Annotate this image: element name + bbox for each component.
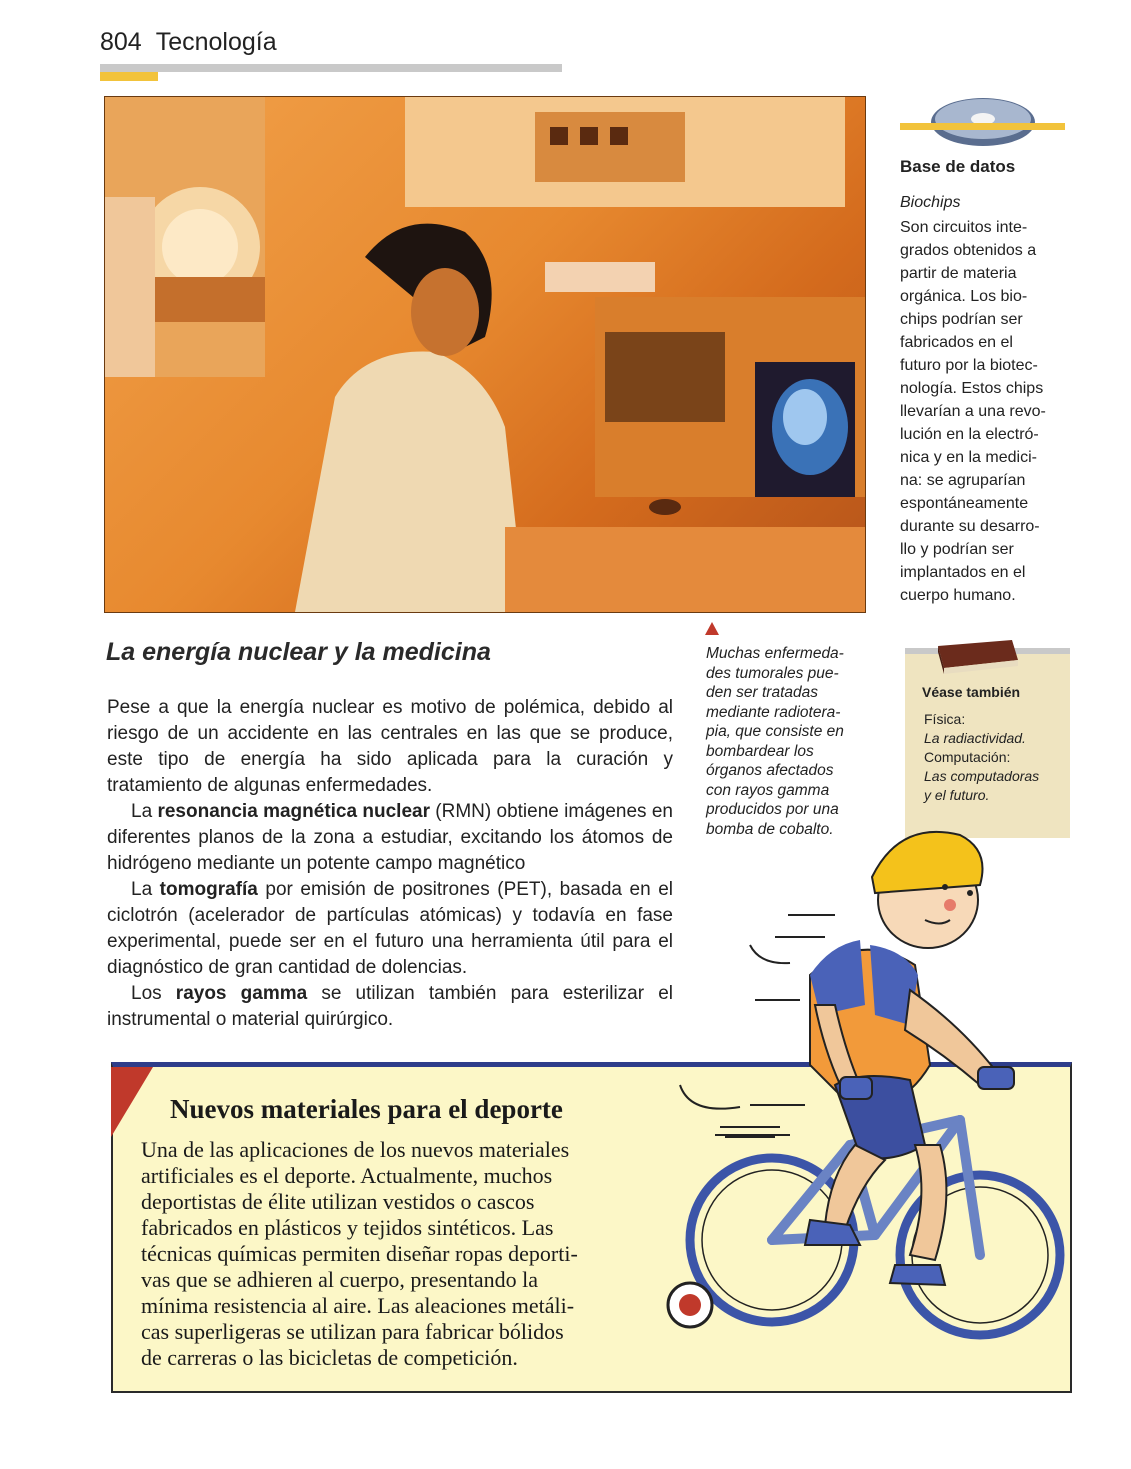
sports-line: Una de las aplicaciones de los nuevos materiales (141, 1137, 570, 1162)
database-line: lución en la electró- (900, 426, 1039, 443)
database-line: implantados en el (900, 564, 1026, 581)
database-subtitle: Biochips (900, 194, 961, 211)
sports-corner-accent (111, 1067, 153, 1137)
caption-triangle-icon (705, 622, 719, 635)
mri-control-room-photo (104, 96, 866, 613)
database-line: durante su desarro- (900, 518, 1040, 535)
photo-illustration (105, 97, 865, 612)
book-icon (932, 636, 1022, 676)
caption-line: producidos por una (706, 801, 839, 818)
see-also-subject: Física: (924, 711, 966, 727)
database-line: fabricados en el (900, 334, 1013, 351)
database-line: llevarían a una revo- (900, 403, 1046, 420)
caption-line: Muchas enfermeda- (706, 645, 844, 662)
caption-line: órganos afectados (706, 762, 834, 779)
caption-line: mediante radiotera- (706, 703, 841, 721)
sports-line: mínima resistencia al aire. Las aleaciones metáli- (141, 1293, 575, 1318)
database-rule (900, 123, 1065, 130)
database-title: Base de datos (900, 157, 1016, 176)
term-tomografia: tomografía (159, 879, 258, 900)
caption-line: pia, que consiste en (706, 723, 844, 740)
sports-line: artificiales es el deporte. Actualmente, muchos (141, 1163, 553, 1188)
caption-line: con rayos gamma (706, 781, 830, 799)
page-number: 804 (100, 28, 142, 56)
database-line: na: se agruparían (900, 472, 1026, 489)
sports-line: deportistas de élite utilizan vestidos o cascos (141, 1189, 535, 1214)
term-rmn: resonancia magnética nuclear (157, 801, 430, 822)
caption-line: bombardear los (706, 742, 814, 760)
database-line: llo y podrían ser (900, 541, 1014, 558)
see-also-subject: Computación: (924, 749, 1011, 765)
see-also-body (924, 710, 1064, 805)
sports-line: vas que se adhieren al cuerpo, presentando la (141, 1267, 539, 1292)
caption-line: den ser tratadas (706, 684, 819, 701)
sports-line: fabricados en plásticos y tejidos sintéticos. Las (141, 1215, 554, 1240)
caption-line: des tumorales pue- (706, 664, 839, 682)
see-also-topic: Las computadoras (924, 768, 1040, 784)
database-body (900, 216, 1070, 607)
sports-title: Nuevos materiales para el deporte (170, 1094, 563, 1124)
article-paragraph: Pese a que la energía nuclear es motivo de polémica, debido al riesgo de un accidente en las centrales en las que se produce, este tipo de energía ha sido aplicada para la curación y tratamiento de algunas enfermedades. (107, 697, 673, 796)
database-line: chips podrían ser (900, 311, 1023, 328)
article-paragraph: La tomografía por emisión de positrones (PET), basada en el ciclotrón (acelerador de partículas atómicas) y todavía en fase experimental, puede ser en el futuro una herramienta útil para el diagnóstico de gran cantidad de dolencias. (107, 879, 673, 978)
photo-caption (706, 644, 876, 839)
sports-body (141, 1137, 631, 1371)
header-rule (100, 64, 562, 72)
sports-line: técnicas químicas permiten diseñar ropas deporti- (141, 1241, 578, 1266)
article-title: La energía nuclear y la medicina (106, 638, 491, 666)
database-line: futuro por la biotec- (900, 357, 1038, 374)
sports-line: cas superligeras se utilizan para fabricar bólidos (141, 1319, 564, 1344)
database-line: cuerpo humano. (900, 587, 1016, 604)
header-accent (100, 72, 158, 81)
database-line: Son circuitos inte- (900, 219, 1028, 236)
see-also-topic: y el futuro. (924, 787, 990, 803)
database-line: partir de materia (900, 265, 1017, 282)
database-line: nica y en la medici- (900, 449, 1037, 466)
term-rayos-gamma: rayos gamma (175, 983, 308, 1004)
see-also-title: Véase también (922, 684, 1021, 700)
article-paragraph: La resonancia magnética nuclear (RMN) obtiene imágenes en diferentes planos de la zona a estudiar, excitando los átomos de hidrógeno mediante un potente campo magnético (107, 801, 673, 874)
database-line: grados obtenidos a (900, 242, 1037, 259)
see-also-topic: La radiactividad. (924, 730, 1026, 746)
section-title: Tecnología (155, 28, 277, 56)
database-line: orgánica. Los bio- (900, 288, 1028, 305)
article-paragraph: Los rayos gamma se utilizan también para esterilizar el instrumental o material quirúrgico. (107, 983, 674, 1030)
database-line: nología. Estos chips (900, 380, 1044, 397)
page-header (100, 28, 277, 57)
article-body (107, 695, 673, 1033)
caption-line: bomba de cobalto. (706, 820, 834, 838)
cyclist-illustration (660, 815, 1080, 1390)
database-line: espontáneamente (900, 495, 1029, 512)
sports-line: de carreras o las bicicletas de competición. (141, 1345, 518, 1370)
